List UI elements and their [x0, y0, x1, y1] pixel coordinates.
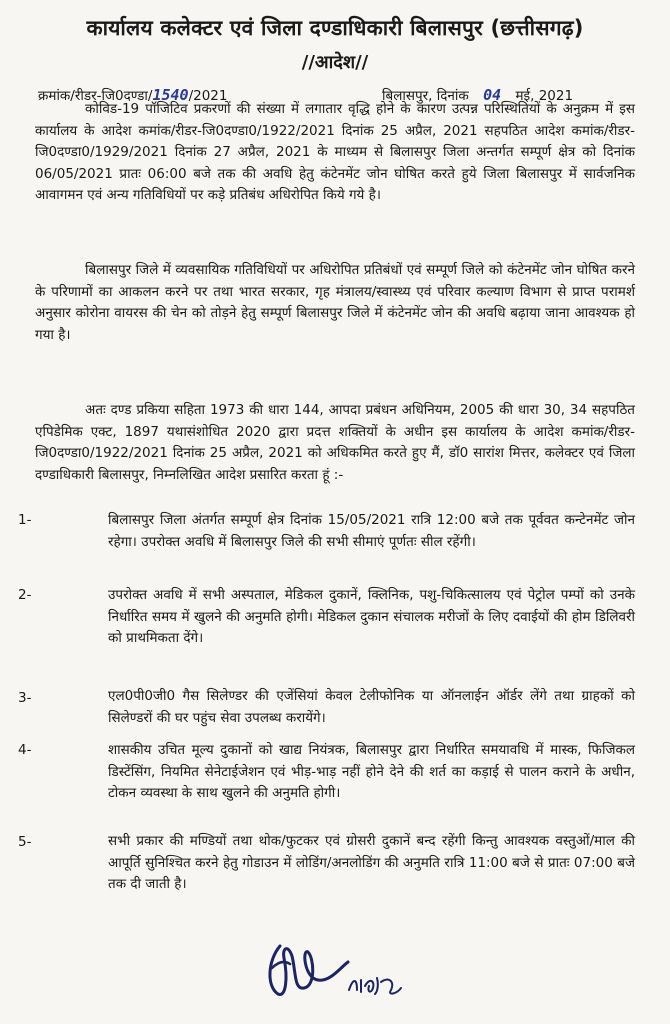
item-1-number: 1- [18, 512, 32, 528]
paragraph-2: बिलासपुर जिले में व्यवसायिक गतिविधियों पर अधिरोपित प्रतिबंधों एवं सम्पूर्ण जिले को कंटेनमेंट जोन घोषित करने के परिणामों का आकलन करने पर तथा भारत सरकार, गृह मंत्रालय/स्वास्थ्य एवं परिवार कल्याण विभाग से प्राप्त परामर्श अनुसार कोरोना वायरस की चेन को तोड़ने हेतु सम्पूर्ण बिलासपुर जिले में कंटेनमेंट जोन की अवधि बढ़ाया जाना आवश्यक हो गया है। [35, 262, 635, 343]
item-5-text: सभी प्रकार की मण्डियों तथा थोक/फुटकर एवं ग्रोसरी दुकानें बन्द रहेंगी किन्तु आवश्यक वस्तुओं/माल की आपूर्ति सुनिश्चित करने हेतु गोडाउन में लोडिंग/अनलोडिंग की अनुमति रात्रि 11:00 बजे से प्रातः 07:00 बजे तक दी जाती है। [108, 833, 635, 892]
item-1-text: बिलासपुर जिला अंतर्गत सम्पूर्ण क्षेत्र दिनांक 15/05/2021 रात्रि 12:00 बजे तक पूर्ववत कन्टेनमेंट जोन रहेगा। उपरोक्त अवधि में बिलासपुर जिले की सभी सीमाएं पूर्णतः सील रहेंगी। [108, 512, 635, 550]
item-5-number: 5- [18, 834, 32, 850]
paragraph-1: कोविड-19 पॉजिटिव प्रकरणों की संख्या में लगातार वृद्धि होने के कारण उत्पन्न परिस्थितियों के अनुक्रम में इस कार्यालय के आदेश कमांक/रीडर-जि0दण्डा0/1922/2021 दिनांक 25 अप्रैल, 2021 सहपठित आदेश कमांक/रीडर-जि0दण्डा0/1929/2021 दिनांक 27 अप्रैल, 2021 के माध्यम से बिलासपुर जिला अन्तर्गत सम्पूर्ण क्षेत्र को दिनांक 06/05/2021 प्रातः 06:00 बजे तक की अवधि हेतु कंटेनमेंट जोन घोषित करते हुये जिला बिलासपुर में सार्वजनिक आवागमन एवं अन्य गतिविधियों पर कड़े प्रतिबंध अधिरोपित किये गये है। [35, 101, 635, 203]
item-2-text: उपरोक्त अवधि में सभी अस्पताल, मेडिकल दुकानें, क्लिनिक, पशु-चिकित्सालय एवं पेट्रोल पम्पों को उनके निर्धारित समय में खुलने की अनुमति होगी। मेडिकल दुकान संचालक मरीजों के लिए दवाईयों की होम डिलिवरी को प्राथमिकता देंगे। [108, 587, 635, 646]
date-month-year: मई, 2021 [515, 88, 574, 104]
paragraph-3: अतः दण्ड प्रकिया सहिता 1973 की धारा 144, आपदा प्रबंधन अधिनियम, 2005 की धारा 30, 34 सहपठित एपिडेमिक एक्ट, 1897 यथासंशोधित 2020 द्वारा प्रदत्त शक्तियों के अधीन इस कार्यालय के आदेश कमांक/रीडर-जि0दण्डा0/1922/2021 दिनांक 25 अप्रैल, 2021 को अधिकमित करते हुए मैं, डॉ0 सारांश मित्तर, कलेक्टर एवं जिला दण्डाधिकारी बिलासपुर, निम्नलिखित आदेश प्रसारित करता हूं :- [35, 402, 635, 483]
signature-date-scribble [345, 968, 405, 998]
office-title: कार्यालय कलेक्टर एवं जिला दण्डाधिकारी बिलासपुर (छत्तीसगढ़) [86, 16, 584, 40]
reference-number-suffix: /2021 [188, 88, 228, 104]
item-2-number: 2- [18, 587, 32, 603]
item-3-text: एल0पी0जी0 गैस सिलेण्डर की एजेंसियां केवल टेलीफोनिक या ऑनलाईन ऑर्डर लेंगे तथा ग्राहकों को सिलेण्डरों की घर पहुंच सेवा उपलब्ध करायेंगे। [108, 688, 635, 726]
item-4-number: 4- [18, 742, 32, 758]
order-heading: //आदेश// [301, 52, 369, 73]
reference-number-handwritten: 1540 [152, 86, 189, 104]
date-day-handwritten: 04 [483, 86, 502, 104]
place-date-prefix: बिलासपुर, दिनांक [382, 88, 469, 104]
item-4-text: शासकीय उचित मूल्य दुकानों को खाद्य नियंत्रक, बिलासपुर द्वारा निर्धारित समयावधि में मास्क, फिजिकल डिस्टेंसिंग, नियमित सेनेटाईजेशन एवं भीड़-भाड़ नहीं होने देने की शर्त का कड़ाई से पालन कराने के अधीन, टोकन व्यवस्था के साथ खुलने की अनुमति होगी। [108, 742, 635, 801]
reference-number-prefix: क्रमांक/रीडर-जि0दण्डा/ [38, 88, 153, 104]
item-3-number: 3- [18, 690, 32, 706]
signature [258, 938, 358, 1000]
